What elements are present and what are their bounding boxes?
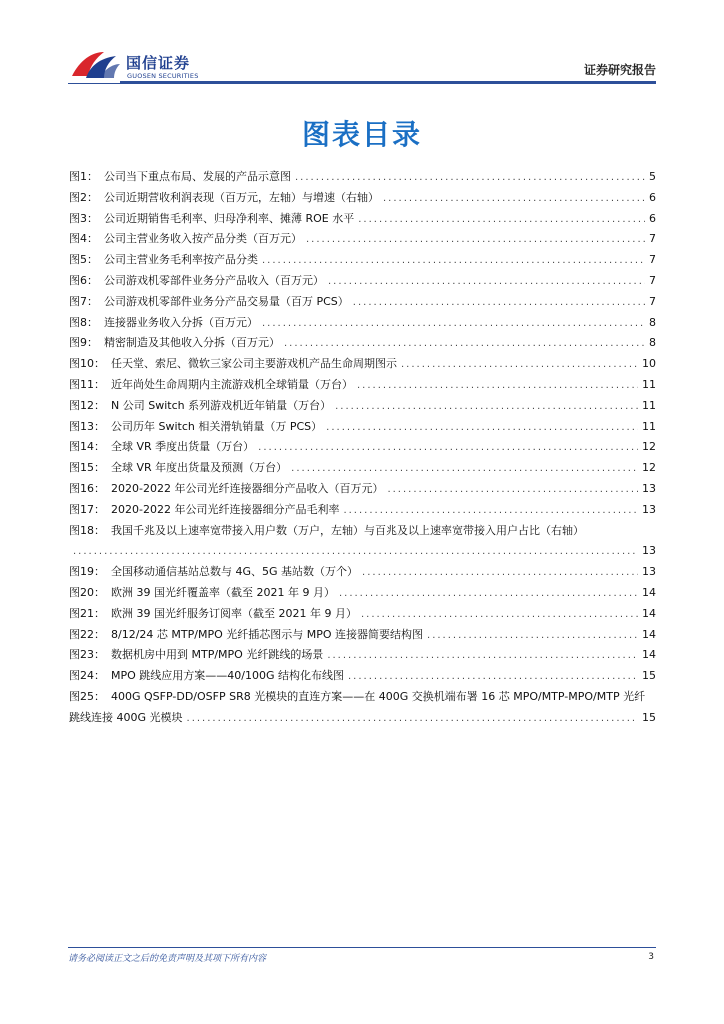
page-number: 8 bbox=[649, 315, 656, 329]
page-header bbox=[0, 0, 724, 90]
toc-entry[interactable] bbox=[69, 562, 656, 583]
toc-entry[interactable] bbox=[69, 333, 656, 354]
toc-entry[interactable] bbox=[69, 250, 656, 271]
page-number: 12 bbox=[642, 440, 656, 454]
figure-title: 公司游戏机零部件业务分产品收入（百万元） bbox=[104, 273, 324, 287]
leader-dots bbox=[284, 334, 645, 355]
leader-dots bbox=[348, 667, 638, 688]
figure-title: 2020-2022 年公司光纤连接器细分产品收入（百万元） bbox=[111, 481, 384, 495]
page-number: 7 bbox=[649, 273, 656, 287]
page-number: 10 bbox=[642, 357, 656, 371]
leader-dots bbox=[361, 605, 638, 626]
toc-entry[interactable] bbox=[69, 625, 656, 646]
figure-number: 图7： bbox=[69, 294, 98, 308]
toc-entry[interactable] bbox=[69, 375, 656, 396]
figure-title: 全球 VR 季度出货量（万台） bbox=[111, 440, 255, 454]
page-number: 7 bbox=[649, 232, 656, 246]
toc-entry[interactable] bbox=[69, 229, 656, 250]
figure-title: 公司主营业务收入按产品分类（百万元） bbox=[104, 232, 302, 246]
page-number: 14 bbox=[642, 648, 656, 662]
leader-dots bbox=[358, 210, 645, 231]
figure-title: 近年尚处生命周期内主流游戏机全球销量（万台） bbox=[111, 377, 353, 391]
footer-disclaimer: 请务必阅读正文之后的免责声明及其项下所有内容 bbox=[68, 954, 267, 964]
figure-title: 公司历年 Switch 相关滑轨销量（万 PCS） bbox=[111, 419, 323, 433]
figure-title: N 公司 Switch 系列游戏机近年销量（万台） bbox=[111, 398, 332, 412]
leader-dots bbox=[362, 563, 638, 584]
figure-number: 图9： bbox=[69, 336, 98, 350]
toc-entry[interactable] bbox=[69, 645, 656, 666]
figure-title: 我国千兆及以上速率宽带接入用户数（万户，左轴）与百兆及以上速率宽带接入用户占比（右轴） bbox=[111, 523, 584, 537]
toc-entry[interactable] bbox=[69, 188, 656, 209]
leader-dots bbox=[335, 397, 638, 418]
figure-title: 公司近期营收利润表现（百万元，左轴）与增速（右轴） bbox=[104, 190, 379, 204]
toc-entry[interactable] bbox=[69, 604, 656, 625]
leader-dots bbox=[387, 480, 638, 501]
toc-entry[interactable] bbox=[69, 167, 656, 188]
header-rule-thin bbox=[68, 83, 656, 84]
figure-title: 公司当下重点布局、发展的产品示意图 bbox=[104, 170, 291, 183]
logo-chinese-name: 国信证券 bbox=[126, 54, 191, 72]
page-number: 15 bbox=[642, 669, 656, 683]
figure-number: 图17： bbox=[69, 502, 105, 516]
page-number: 11 bbox=[642, 398, 656, 412]
toc-entry[interactable] bbox=[69, 396, 656, 417]
figure-number: 图14： bbox=[69, 440, 105, 454]
page-number: 13 bbox=[642, 481, 656, 495]
figure-number: 图21： bbox=[69, 606, 105, 620]
toc-entry[interactable] bbox=[69, 437, 656, 458]
page-number: 12 bbox=[642, 461, 656, 475]
toc-entry[interactable] bbox=[69, 354, 656, 375]
leader-dots bbox=[73, 542, 638, 563]
figure-number: 图4： bbox=[69, 232, 98, 246]
page-title: 图表目录 bbox=[301, 118, 422, 151]
toc-entry[interactable] bbox=[69, 417, 656, 438]
toc-entry[interactable] bbox=[69, 292, 656, 313]
figure-number: 图25： bbox=[69, 689, 105, 703]
leader-dots bbox=[306, 230, 645, 251]
page-number: 15 bbox=[642, 710, 656, 724]
figure-number: 图10： bbox=[69, 357, 105, 371]
figure-number: 图18： bbox=[69, 523, 105, 537]
figure-number: 图22： bbox=[69, 627, 105, 641]
figure-number: 图1： bbox=[69, 170, 98, 183]
figure-title: 全球 VR 年度出货量及预测（万台） bbox=[111, 461, 288, 475]
page-number: 13 bbox=[642, 502, 656, 516]
figure-table-of-contents bbox=[69, 167, 656, 729]
leader-dots bbox=[357, 376, 638, 397]
leader-dots bbox=[343, 501, 638, 522]
figure-title: 欧洲 39 国光纤服务订阅率（截至 2021 年 9 月） bbox=[111, 606, 357, 620]
leader-dots bbox=[339, 584, 638, 605]
page-number: 7 bbox=[649, 294, 656, 308]
figure-title-continued: 跳线连接 400G 光模块 bbox=[69, 710, 183, 724]
toc-entry[interactable] bbox=[69, 500, 656, 521]
leader-dots bbox=[258, 438, 638, 459]
page-number: 8 bbox=[649, 336, 656, 350]
toc-entry[interactable] bbox=[69, 209, 656, 230]
page-number: 7 bbox=[649, 253, 656, 267]
leader-dots bbox=[291, 459, 638, 480]
leader-dots bbox=[262, 314, 645, 335]
figure-number: 图12： bbox=[69, 398, 105, 412]
figure-number: 图15： bbox=[69, 461, 105, 475]
leader-dots bbox=[383, 189, 645, 210]
toc-entry[interactable] bbox=[69, 687, 656, 729]
figure-title: 400G QSFP-DD/OSFP SR8 光模块的直连方案——在 400G 交换机端布署 16 芯 MPO/MTP-MPO/MTP 光纤 bbox=[111, 689, 646, 703]
leader-dots bbox=[295, 168, 645, 189]
figure-number: 图3： bbox=[69, 211, 98, 225]
leader-dots bbox=[327, 646, 638, 667]
figure-number: 图16： bbox=[69, 481, 105, 495]
toc-entry[interactable] bbox=[69, 313, 656, 334]
figure-number: 图6： bbox=[69, 273, 98, 287]
page-number: 14 bbox=[642, 606, 656, 620]
logo-english-name: GUOSEN SECURITIES bbox=[127, 72, 199, 80]
figure-title: 全国移动通信基站总数与 4G、5G 基站数（万个） bbox=[111, 565, 359, 579]
figure-title: 2020-2022 年公司光纤连接器细分产品毛利率 bbox=[111, 502, 340, 516]
toc-entry[interactable] bbox=[69, 583, 656, 604]
page-number: 11 bbox=[642, 377, 656, 391]
figure-title: 8/12/24 芯 MTP/MPO 光纤插芯图示与 MPO 连接器简要结构图 bbox=[111, 627, 424, 641]
figure-title: 数据机房中用到 MTP/MPO 光纤跳线的场景 bbox=[111, 648, 324, 662]
leader-dots bbox=[187, 709, 638, 730]
toc-entry[interactable] bbox=[69, 521, 656, 563]
page-number: 14 bbox=[642, 585, 656, 599]
leader-dots bbox=[326, 418, 638, 439]
footer-rule bbox=[68, 947, 656, 948]
leader-dots bbox=[328, 272, 645, 293]
figure-number: 图8： bbox=[69, 315, 98, 329]
figure-number: 图5： bbox=[69, 253, 98, 267]
figure-number: 图2： bbox=[69, 190, 98, 204]
toc-entry[interactable] bbox=[69, 458, 656, 479]
figure-number: 图11： bbox=[69, 377, 105, 391]
page-number: 13 bbox=[642, 565, 656, 579]
figure-title: 任天堂、索尼、微软三家公司主要游戏机产品生命周期图示 bbox=[111, 357, 397, 371]
guosen-logo-icon bbox=[70, 50, 122, 80]
figure-title: 公司游戏机零部件业务分产品交易量（百万 PCS） bbox=[104, 294, 349, 308]
leader-dots bbox=[401, 355, 638, 376]
figure-number: 图24： bbox=[69, 669, 105, 683]
figure-title: 公司近期销售毛利率、归母净利率、摊薄 ROE 水平 bbox=[104, 211, 355, 225]
figure-title: 精密制造及其他收入分拆（百万元） bbox=[104, 336, 280, 350]
figure-title: MPO 跳线应用方案——40/100G 结构化布线图 bbox=[111, 669, 344, 683]
figure-number: 图13： bbox=[69, 419, 105, 433]
page-number: 5 bbox=[649, 170, 656, 183]
figure-number: 图20： bbox=[69, 585, 105, 599]
figure-number: 图19： bbox=[69, 565, 105, 579]
leader-dots bbox=[262, 251, 645, 272]
leader-dots bbox=[427, 626, 638, 647]
report-type-label: 证券研究报告 bbox=[583, 63, 656, 77]
figure-title: 连接器业务收入分拆（百万元） bbox=[104, 315, 258, 329]
page-number: 13 bbox=[642, 544, 656, 558]
footer-page-number: 3 bbox=[648, 952, 654, 962]
figure-title: 公司主营业务毛利率按产品分类 bbox=[104, 253, 258, 267]
page-number: 11 bbox=[642, 419, 656, 433]
figure-number: 图23： bbox=[69, 648, 105, 662]
toc-entry[interactable] bbox=[69, 479, 656, 500]
leader-dots bbox=[353, 293, 645, 314]
page-number: 6 bbox=[649, 190, 656, 204]
page-number: 6 bbox=[649, 211, 656, 225]
toc-entry[interactable] bbox=[69, 271, 656, 292]
figure-title: 欧洲 39 国光纤覆盖率（截至 2021 年 9 月） bbox=[111, 585, 335, 599]
page-number: 14 bbox=[642, 627, 656, 641]
toc-entry[interactable] bbox=[69, 666, 656, 687]
